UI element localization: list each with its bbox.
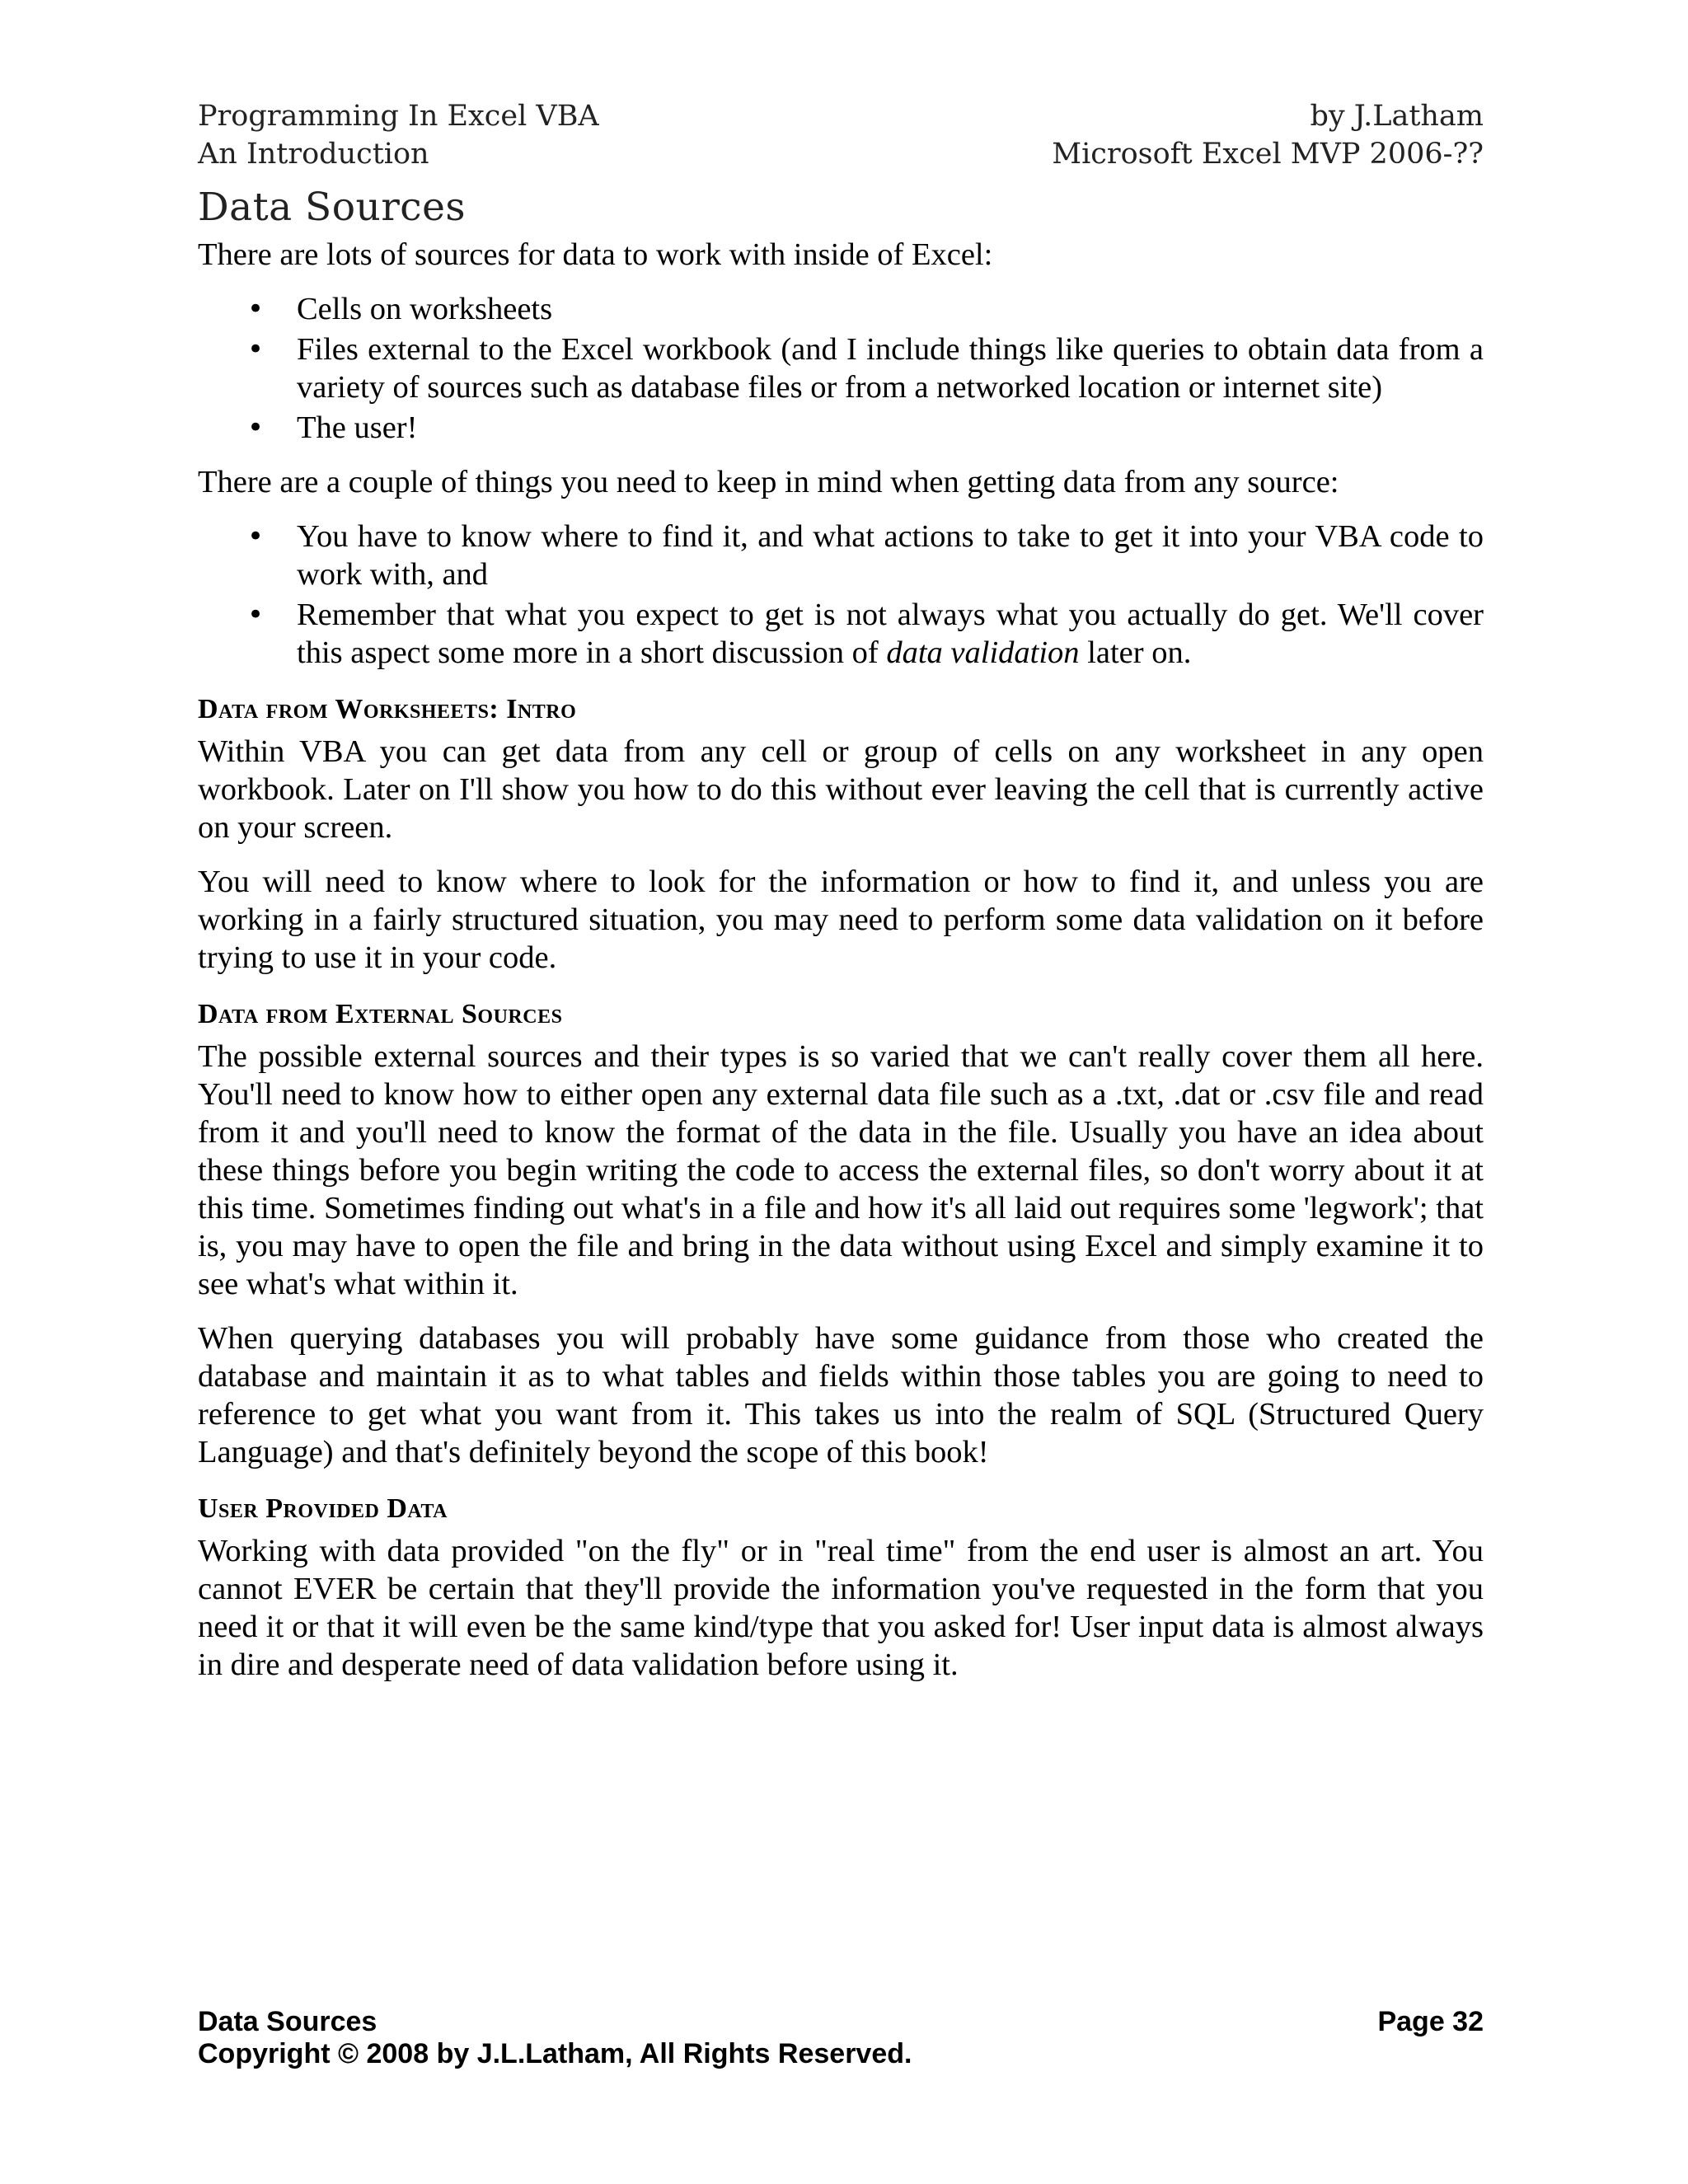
section-heading-user: User Provided Data	[198, 1493, 448, 1524]
list-item: • Files external to the Excel workbook (and I include things like queries to obtain data from a variety of sources such as database files or from a networked location or internet site)	[297, 330, 1484, 406]
book-subtitle: An Introduction	[198, 138, 429, 171]
mind-list	[198, 518, 1484, 672]
paragraph: The possible external sources and their types is so varied that we can't really cover them all here. You'll need to know how to either open any external data file such as a .txt, .dat or .csv file and read from it and you'll need to know the format of the data in the file. Usually you have an idea about these things before you begin writing the code to access the external files, so don't worry about it at this time. Sometimes finding out what's in a file and how it's all laid out requires some 'legwork'; that is, you may have to open the file and bring in the data without using Excel and simply examine it to see what's what within it.	[198, 1039, 1484, 1301]
author-byline: by J.Latham	[1310, 100, 1484, 133]
footer-section-name: Data Sources	[198, 2006, 377, 2037]
intro-paragraph: There are lots of sources for data to work with inside of Excel:	[198, 237, 993, 272]
page-title: Data Sources	[198, 185, 467, 230]
running-header-row-1	[198, 97, 1484, 135]
footer-row	[198, 2006, 1484, 2038]
list-item: • Cells on worksheets	[297, 290, 1484, 328]
emphasis-term: data validation	[886, 635, 1080, 670]
page-footer	[198, 2006, 1484, 2070]
page-number: Page 32	[1377, 2006, 1484, 2037]
copyright-notice: Copyright © 2008 by J.L.Latham, All Rights Reserved.	[198, 2038, 912, 2069]
sources-list	[198, 290, 1484, 447]
list-item-text: Remember that what you expect to get is not always what you actually do get. We'll cover this aspect some more in a short discussion of	[297, 598, 1484, 670]
document-page	[198, 97, 1484, 1684]
paragraph: You will need to know where to look for the information or how to find it, and unless you are working in a fairly structured situation, you may need to perform some data validation on it before trying to use it in your code.	[198, 865, 1484, 975]
list-item: • You have to know where to find it, and what actions to take to get it into your VBA code to work with, and	[297, 518, 1484, 593]
book-title: Programming In Excel VBA	[198, 100, 599, 133]
list-item: • The user!	[297, 409, 1484, 447]
author-credential: Microsoft Excel MVP 2006-??	[1052, 138, 1484, 171]
list-item	[297, 596, 1484, 672]
section-heading-external: Data from External Sources	[198, 999, 563, 1029]
paragraph: When querying databases you will probably have some guidance from those who created the database and maintain it as to what tables and fields within those tables you are going to need to reference to get what you want from it. This takes us into the realm of SQL (Structured Query Language) and that's definitely beyond the scope of this book!	[198, 1321, 1484, 1469]
paragraph: Within VBA you can get data from any cell or group of cells on any worksheet in any open workbook. Later on I'll show you how to do this without ever leaving the cell that is currently active on your screen.	[198, 734, 1484, 845]
running-header-row-2	[198, 135, 1484, 173]
keep-in-mind-paragraph: There are a couple of things you need to keep in mind when getting data from any source:	[198, 465, 1339, 499]
list-item-text: later on.	[1079, 635, 1192, 670]
section-heading-worksheets: Data from Worksheets: Intro	[198, 694, 577, 724]
paragraph: Working with data provided "on the fly" or in "real time" from the end user is almost an art. You cannot EVER be certain that they'll provide the information you've requested in the form that you need it or that it will even be the same kind/type that you asked for! User input data is almost always in dire and desperate need of data validation before using it.	[198, 1534, 1484, 1682]
